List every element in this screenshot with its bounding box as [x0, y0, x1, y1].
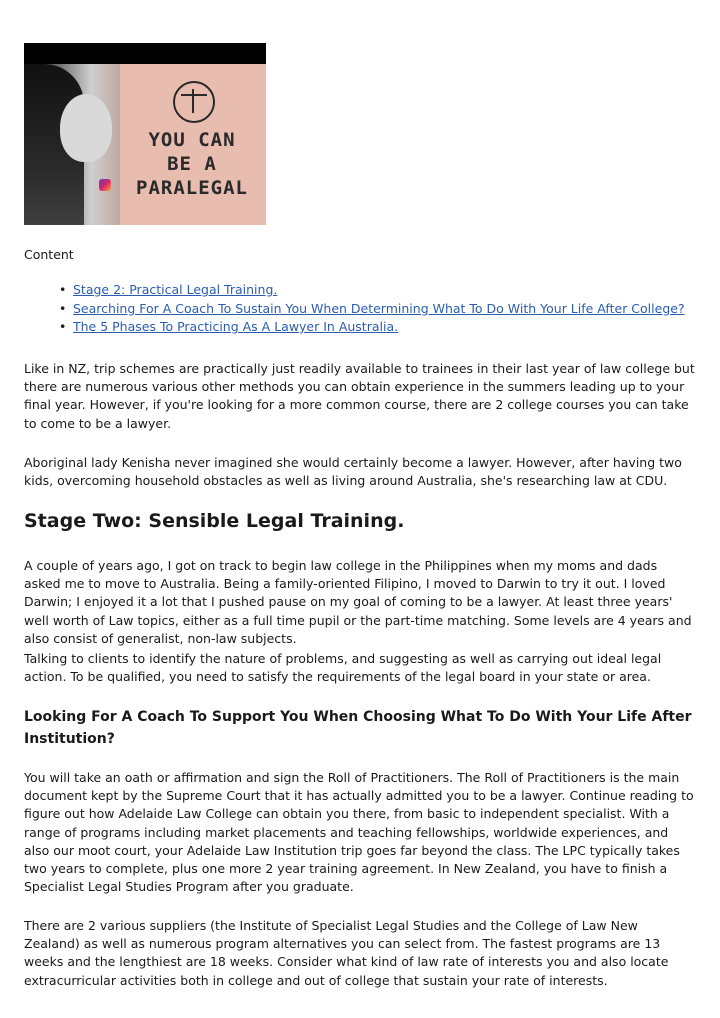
face-shape: [60, 94, 112, 162]
hero-image: [24, 43, 266, 225]
toc-link-searching-coach[interactable]: Searching For A Coach To Sustain You When Determining What To Do With Your Life After College?: [73, 300, 685, 316]
scales-of-justice-icon: [173, 81, 215, 123]
paragraph-kenisha: Aboriginal lady Kenisha never imagined she would certainly become a lawyer. However, after having two kids, overcoming household obstacles as well as living around Australia, she's researching law at CDU.: [24, 455, 682, 489]
content-label: Content: [24, 247, 74, 262]
toc-link-stage-2[interactable]: Stage 2: Practical Legal Training.: [73, 282, 278, 297]
section-heading-coach: Looking For A Coach To Support You When Choosing What To Do With Your Life After Institution?: [24, 709, 692, 747]
hero-caption-line-3: PARALEGAL: [136, 177, 248, 199]
person-photo: [24, 64, 120, 225]
paragraph-oath: You will take an oath or affirmation and sign the Roll of Practitioners. The Roll of Practitioners is the main document kept by the Supreme Court that it has actually admitted you to be a lawyer. Continue reading to figure out how Adelaide Law College can obtain you there, from basic to independent specialist. With a range of programs including market placements and teaching fellowships, worldwide experiences, and also our moot court, your Adelaide Law Institution trip goes far beyond the class. The LPC typically takes two years to complete, plus one more 2 year training agreement. In New Zealand, you have to finish a Specialist Legal Studies Program after you graduate.: [24, 770, 694, 895]
instagram-icon: [99, 179, 111, 191]
hero-caption: [122, 128, 262, 200]
toc-item: [59, 300, 685, 319]
paragraph-intro: Like in NZ, trip schemes are practically just readily available to trainees in their last year of law college but there are numerous various other methods you can obtain experience in the summers leading up to your final year. However, if you're looking for a more common course, there are 2 college courses you can take to come to be a lawyer.: [24, 361, 695, 431]
section-heading-stage-two: Stage Two: Sensible Legal Training.: [24, 510, 405, 532]
hero-caption-line-2: BE A: [167, 153, 217, 175]
toc-item: [59, 318, 685, 337]
toc-item: [59, 281, 685, 300]
toc-link-5-phases[interactable]: The 5 Phases To Practicing As A Lawyer In Australia.: [73, 319, 399, 334]
paragraph-philippines: A couple of years ago, I got on track to begin law college in the Philippines when my moms and dads asked me to move to Australia. Being a family-oriented Filipino, I moved to Darwin to try it out. I loved Darwin; I enjoyed it a lot that I pushed pause on my goal of coming to be a lawyer. At least three years' well worth of Law topics, either as a full time pupil or the part-time matching. Some levels are 4 years and also consist of generalist, non-law subjects.: [24, 558, 692, 646]
table-of-contents: [59, 281, 685, 337]
paragraph-clients: Talking to clients to identify the nature of problems, and suggesting as well as carrying out ideal legal action. To be qualified, you need to satisfy the requirements of the legal board in your state or area.: [24, 651, 662, 685]
hero-caption-line-1: YOU CAN: [148, 129, 236, 151]
hero-photo: [24, 64, 266, 225]
paragraph-suppliers: There are 2 various suppliers (the Institute of Specialist Legal Studies and the College of Law New Zealand) as well as numerous program alternatives you can select from. The fastest programs are 13 weeks and the lengthiest are 18 weeks. Consider what kind of law rate of interests you and also locate extracurricular activities both in college and out of college that sustain your rate of interests.: [24, 918, 669, 988]
